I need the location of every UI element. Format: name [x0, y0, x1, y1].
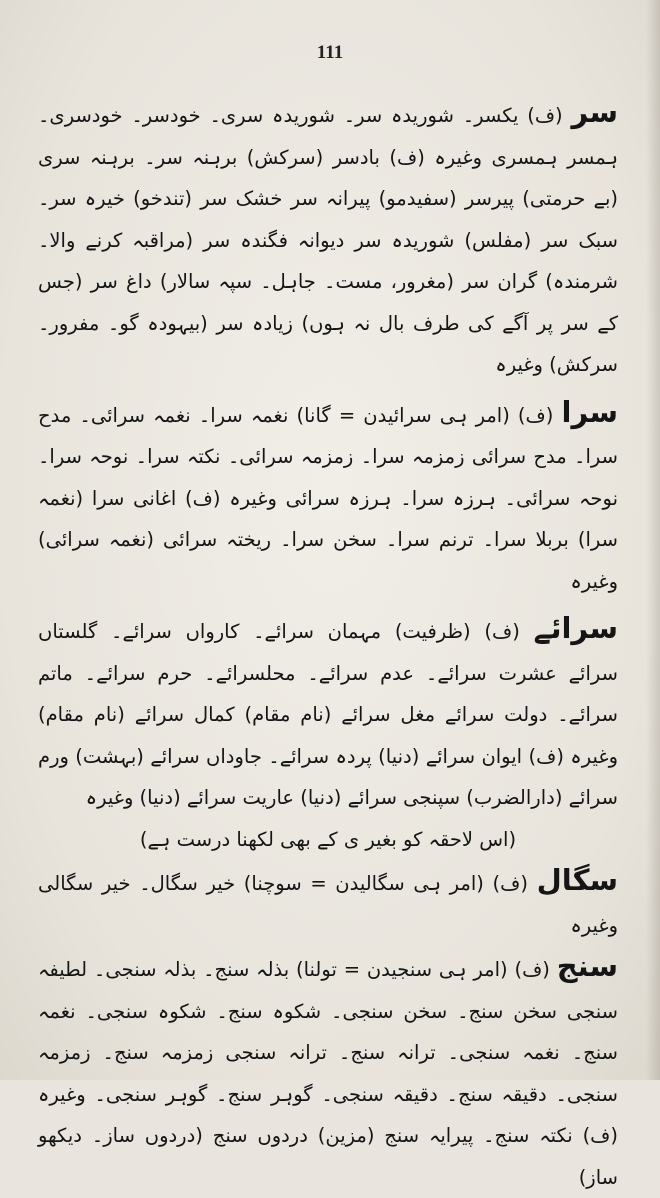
entry-sar — [38, 92, 618, 386]
spelling-note: (اس لاحقہ کو بغیر ی کے بھی لکھنا درست ہے) — [139, 827, 517, 851]
entry-sara — [38, 392, 618, 603]
headword-sanj: سنج — [556, 949, 618, 983]
entry-text-sagaal: (ف) (امر ہی سگالیدن = سوچنا) خیر سگال۔ خیر سگالی وغیرہ — [38, 872, 618, 937]
entry-text-sara: (ف) (امر ہی سرائیدن = گانا) نغمہ سرا۔ نغمہ سرائی۔ مدح سرا۔ مدح سرائی زمزمہ سرا۔ زمزمہ سرائی۔ نکتہ سرا۔ نوحہ سرا۔ نوحہ سرائی۔ ہرزہ سرا۔ ہرزہ سرائی وغیرہ (ف) اغانی سرا (نغمہ سرا) بربلا سرا۔ ترنم سرا۔ سخن سرا۔ ریختہ سرائی (نغمہ سرائی) وغیرہ — [38, 403, 618, 593]
entry-text-sanj: (ف) (امر ہی سنجیدن = تولنا) بذلہ سنج۔ بذلہ سنجی۔ لطیفہ سنجی سخن سنج۔ سخن سنجی۔ شکوہ سنج۔ شکوہ سنجی۔ نغمہ سنج۔ نغمہ سنجی۔ ترانہ سنج۔ ترانہ سنجی زمزمہ سنج۔ زمزمہ سنجی۔ دقیقہ سنج۔ دقیقہ سنجی۔ گوہر سنج۔ گوہر سنجی۔ وغیرہ (ف) نکتہ سنج۔ پیرایہ سنج (مزین) دردوں سنج (دردوں ساز۔ دیکھو ساز) — [38, 958, 618, 1189]
entry-saraye — [38, 608, 618, 819]
headword-sara: سرا — [561, 394, 618, 429]
dictionary-body — [38, 92, 618, 1198]
page-number: 111 — [316, 42, 344, 63]
entry-text-sar: (ف) یکسر۔ شوریدہ سر۔ شوریدہ سری۔ خودسر۔ خودسری۔ ہمسر ہمسری وغیرہ (ف) بادسر (سرکش) برہنہ سر۔ برہنہ سری (بے حرمتی) پیرسر (سفیدمو) پیرانہ سر خشک سر (تندخو) خیرہ سر۔ سبک سر (مفلس) شوریدہ سر دیوانہ فگندہ سر (مراقبہ کرنے والا۔ شرمندہ) گران سر (مغرور، مست۔ جاہل۔ سپہ سالار) داغ سر (جس کے سر پر آگے کی طرف بال نہ ہوں) زیادہ سر (بیہودہ گو۔ مفرور۔ سرکش) وغیرہ — [38, 104, 618, 376]
page-edge-shadow — [646, 0, 660, 1080]
entry-text-saraye: (ف) (ظرفیت) مہمان سرائے۔ کارواں سرائے۔ گلستاں سرائے عشرت سرائے۔ عدم سرائے۔ محلسرائے۔ حرم سرائے۔ ماتم سرائے۔ دولت سرائے مغل سرائے (نام مقام) کمال سرائے (نام مقام) وغیرہ (ف) ایوان سرائے (دنیا) پردہ سرائے۔ جاوداں سرائے (بہشت) ورم سرائے (دارالضرب) سپنجی سرائے (دنیا) عاریت سرائے (دنیا) وغیرہ — [38, 620, 618, 809]
headword-saraye: سرائے — [533, 611, 618, 645]
entry-sanj — [38, 946, 618, 1198]
headword-sar: سر — [571, 95, 618, 129]
headword-sagaal: سگال — [536, 863, 618, 897]
entry-sagaal — [38, 860, 618, 946]
